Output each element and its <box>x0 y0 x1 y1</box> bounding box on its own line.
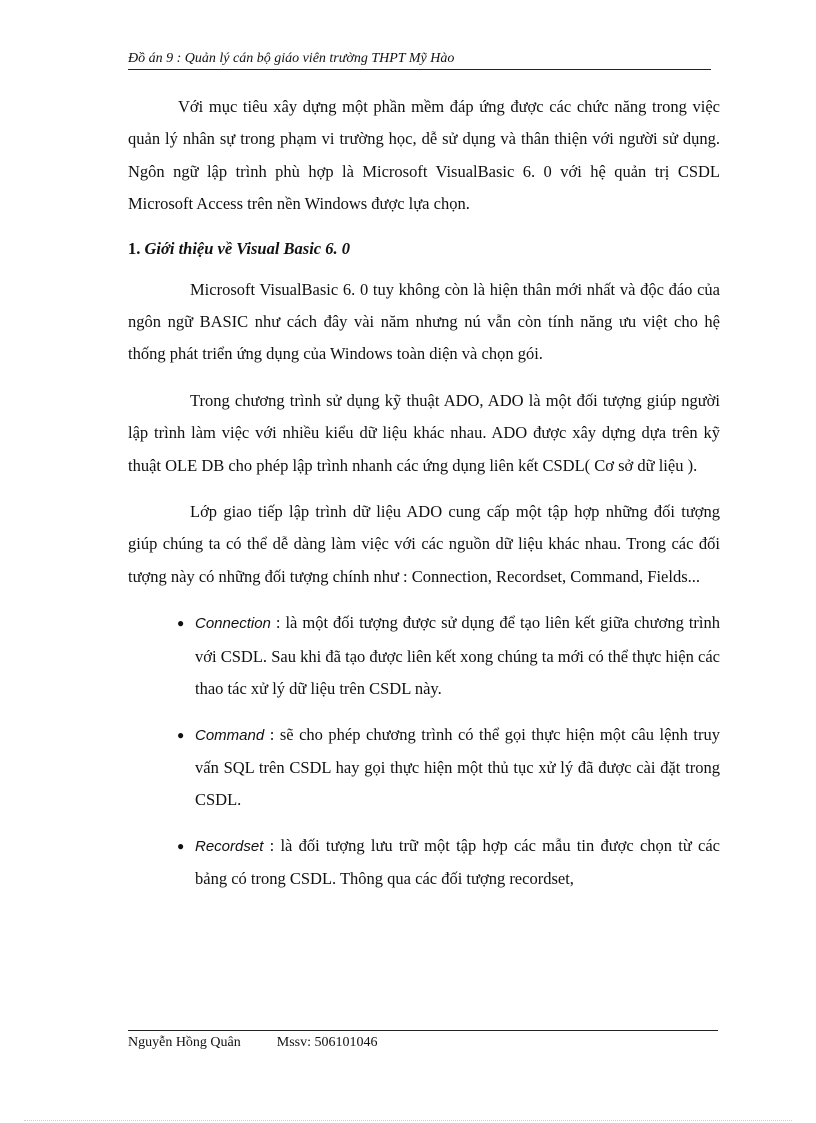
list-item-text: : sẽ cho phép chương trình có thể gọi thực hiện một câu lệnh truy vấn SQL trên CSDL hay gọi thực hiện một thủ tục xử lý đã được cài đặt trong CSDL. <box>195 724 720 810</box>
footer-author: Nguyễn Hồng Quân <box>128 1035 241 1050</box>
list-item-text: : là một đối tượng được sử dụng để tạo liên kết giữa chương trình với CSDL. Sau khi đã tạo được liên kết xong chúng ta mới có thể thực hiện các thao tác xử lý dữ liệu trên CSDL này. <box>195 613 720 699</box>
list-item-command <box>128 719 720 817</box>
section-title: Giới thiệu về Visual Basic 6. 0 <box>144 238 351 258</box>
paragraph-intro: Với mục tiêu xây dựng một phần mềm đáp ứng được các chức năng trong việc quản lý nhân sự trong phạm vi trường học, dễ sử dụng và thân thiện với người sử dụng. Ngôn ngữ lập trình phù hợp là Microsoft VisualBasic 6. 0 với hệ quản trị CSDL Microsoft Access trên nền Windows được lựa chọn. <box>128 97 720 214</box>
page-bottom-border <box>24 1120 792 1121</box>
bullet-icon: ● <box>177 616 185 631</box>
footer-divider <box>128 1030 718 1031</box>
section-heading <box>128 235 720 263</box>
paragraph-ado-objects: Lớp giao tiếp lập trình dữ liệu ADO cung cấp một tập hợp những đối tượng giúp chúng ta có thể dễ dàng làm việc với các nguồn dữ liệu khác nhau. Trong các đối tượng này có những đối tượng chính như : Connection, Recordset, Command, Fields... <box>128 502 720 586</box>
page-footer <box>128 1034 378 1052</box>
bullet-icon: ● <box>177 727 185 742</box>
footer-student-id: Mssv: 506101046 <box>276 1035 378 1050</box>
bullet-icon: ● <box>177 838 185 853</box>
term-command: Command <box>195 726 265 744</box>
object-list <box>128 607 720 895</box>
page-header: Đồ án 9 : Quản lý cán bộ giáo viên trường THPT Mỹ Hào <box>128 50 711 70</box>
page-content <box>128 91 720 909</box>
section-number: 1. <box>128 238 141 258</box>
paragraph-ado: Trong chương trình sử dụng kỹ thuật ADO, ADO là một đối tượng giúp người lập trình làm việc với nhiều kiểu dữ liệu khác nhau. ADO được xây dựng dựa trên kỹ thuật OLE DB cho phép lập trình nhanh các ứng dụng liên kết CSDL( Cơ sở dữ liệu ). <box>128 390 720 475</box>
list-item-recordset <box>128 830 720 896</box>
paragraph-vb6: Microsoft VisualBasic 6. 0 tuy không còn là hiện thân mới nhất và độc đáo của ngôn ngữ BASIC như cách đây vài năm nhưng nú vẫn còn tính năng ưu việt cho hệ thống phát triển ứng dụng của Windows toàn diện và chọn gói. <box>128 279 720 364</box>
term-connection: Connection <box>195 615 271 633</box>
list-item-text: : là đối tượng lưu trữ một tập hợp các mẫu tin được chọn từ các bảng có trong CSDL. Thông qua các đối tượng recordset, <box>195 835 720 889</box>
term-recordset: Recordset <box>195 837 264 855</box>
list-item-connection <box>128 607 720 705</box>
